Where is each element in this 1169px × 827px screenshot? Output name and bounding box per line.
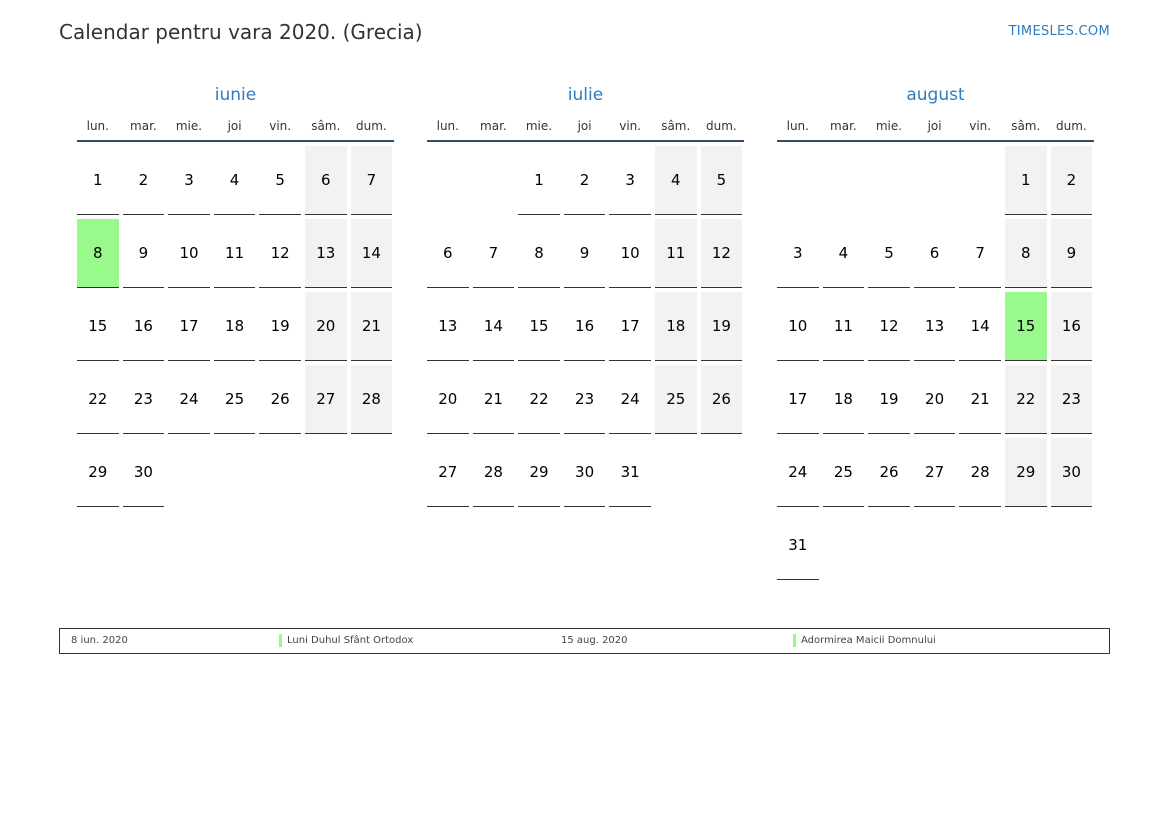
day-cell: 8 [518,219,560,288]
day-cell: 21 [351,292,393,361]
day-cell: 13 [427,292,469,361]
day-cell: 24 [168,365,210,434]
brand-link[interactable]: TIMESLES.COM [1008,24,1110,39]
day-cell: 23 [123,365,165,434]
legend-holiday-name: Luni Duhul Sfânt Ortodox [287,635,414,646]
day-cell: 14 [959,292,1001,361]
day-cell: 4 [823,219,865,288]
day-cell: 3 [168,146,210,215]
day-cell: 11 [823,292,865,361]
day-cell: 7 [473,219,515,288]
day-cell: 24 [777,438,819,507]
day-cell: 3 [609,146,651,215]
weekday-label: dum. [705,119,737,133]
holiday-swatch [279,634,282,647]
day-cell: 15 [518,292,560,361]
weekday-label: lun. [436,119,459,133]
day-cell: 9 [1051,219,1093,288]
day-cell: 30 [123,438,165,507]
day-cell: 12 [868,292,910,361]
weekday-label: mie. [525,119,553,133]
holiday-swatch [793,634,796,647]
page-title: Calendar pentru vara 2020. (Grecia) [59,20,423,44]
day-cell: 18 [823,365,865,434]
weekday-header [77,114,394,142]
day-cell: 23 [564,365,606,434]
day-cell: 30 [564,438,606,507]
day-cell: 31 [777,511,819,580]
day-cell: 20 [427,365,469,434]
day-cell: 3 [777,219,819,288]
day-cell: 5 [868,219,910,288]
empty-cell [914,146,956,215]
day-cell: 2 [123,146,165,215]
day-cell: 14 [351,219,393,288]
day-cell: 27 [305,365,347,434]
weekday-label: vin. [269,119,292,133]
month-title: iulie [567,85,604,105]
day-cell: 28 [473,438,515,507]
day-cell: 10 [777,292,819,361]
day-cell: 18 [214,292,256,361]
day-cell: 25 [214,365,256,434]
weekday-label: vin. [969,119,992,133]
weekday-label: mar. [830,119,857,133]
day-cell: 14 [473,292,515,361]
weekday-label: dum. [355,119,387,133]
day-cell: 22 [77,365,119,434]
empty-cell [959,146,1001,215]
day-cell: 20 [305,292,347,361]
weekday-label: mar. [480,119,507,133]
day-cell: 28 [959,438,1001,507]
day-cell: 1 [1005,146,1047,215]
day-cell: 29 [77,438,119,507]
day-grid [777,146,1094,580]
day-cell: 26 [701,365,743,434]
month-july [427,84,744,507]
day-cell: 23 [1051,365,1093,434]
day-cell: 17 [777,365,819,434]
weekday-label: sâm. [311,119,341,133]
empty-cell [868,146,910,215]
day-cell: 27 [427,438,469,507]
empty-cell [427,146,469,215]
day-cell: 29 [518,438,560,507]
day-cell: 19 [868,365,910,434]
weekday-label: mar. [130,119,157,133]
day-cell: 27 [914,438,956,507]
day-cell: 7 [351,146,393,215]
day-cell: 2 [564,146,606,215]
day-cell: 19 [701,292,743,361]
day-cell: 9 [564,219,606,288]
weekday-label: joi [927,119,942,133]
weekday-label: sâm. [661,119,691,133]
weekday-label: dum. [1055,119,1087,133]
weekday-label: joi [227,119,242,133]
legend-holiday-name: Adormirea Maicii Domnului [801,635,936,646]
day-cell: 11 [214,219,256,288]
day-cell: 1 [77,146,119,215]
day-cell: 29 [1005,438,1047,507]
day-cell: 6 [305,146,347,215]
empty-cell [473,146,515,215]
day-cell: 20 [914,365,956,434]
day-cell: 17 [609,292,651,361]
empty-cell [823,146,865,215]
day-cell: 12 [259,219,301,288]
weekday-label: joi [577,119,592,133]
legend-date: 8 iun. 2020 [71,635,128,646]
day-cell: 8 [1005,219,1047,288]
day-cell: 9 [123,219,165,288]
weekday-label: mie. [875,119,903,133]
day-cell: 12 [701,219,743,288]
day-grid [77,146,394,507]
day-cell: 22 [518,365,560,434]
day-grid [427,146,744,507]
weekday-header [777,114,1094,142]
day-cell: 26 [259,365,301,434]
day-cell: 4 [655,146,697,215]
day-cell: 31 [609,438,651,507]
month-title: iunie [214,85,257,105]
day-cell: 6 [427,219,469,288]
month-august [777,84,1094,580]
weekday-header [427,114,744,142]
empty-cell [777,146,819,215]
day-cell: 2 [1051,146,1093,215]
weekday-label: sâm. [1011,119,1041,133]
day-cell: 18 [655,292,697,361]
day-cell: 25 [823,438,865,507]
weekday-label: mie. [175,119,203,133]
day-cell: 5 [259,146,301,215]
day-cell: 21 [473,365,515,434]
weekday-label: lun. [786,119,809,133]
day-cell: 5 [701,146,743,215]
day-cell: 28 [351,365,393,434]
day-cell: 16 [123,292,165,361]
day-cell: 16 [1051,292,1093,361]
month-title: august [906,85,965,105]
day-cell: 10 [609,219,651,288]
day-cell: 13 [305,219,347,288]
day-cell: 26 [868,438,910,507]
day-cell: 10 [168,219,210,288]
day-cell: 19 [259,292,301,361]
day-cell: 16 [564,292,606,361]
day-cell: 17 [168,292,210,361]
day-cell: 4 [214,146,256,215]
day-cell: 25 [655,365,697,434]
day-cell: 1 [518,146,560,215]
day-cell: 15 [77,292,119,361]
day-cell: 7 [959,219,1001,288]
day-cell: 24 [609,365,651,434]
weekday-label: lun. [86,119,109,133]
day-cell: 30 [1051,438,1093,507]
day-cell: 6 [914,219,956,288]
holiday-legend [59,628,1110,654]
day-cell: 13 [914,292,956,361]
day-cell-holiday: 15 [1005,292,1047,361]
day-cell: 22 [1005,365,1047,434]
month-june [77,84,394,507]
weekday-label: vin. [619,119,642,133]
day-cell: 21 [959,365,1001,434]
day-cell: 11 [655,219,697,288]
legend-date: 15 aug. 2020 [561,635,628,646]
day-cell-holiday: 8 [77,219,119,288]
